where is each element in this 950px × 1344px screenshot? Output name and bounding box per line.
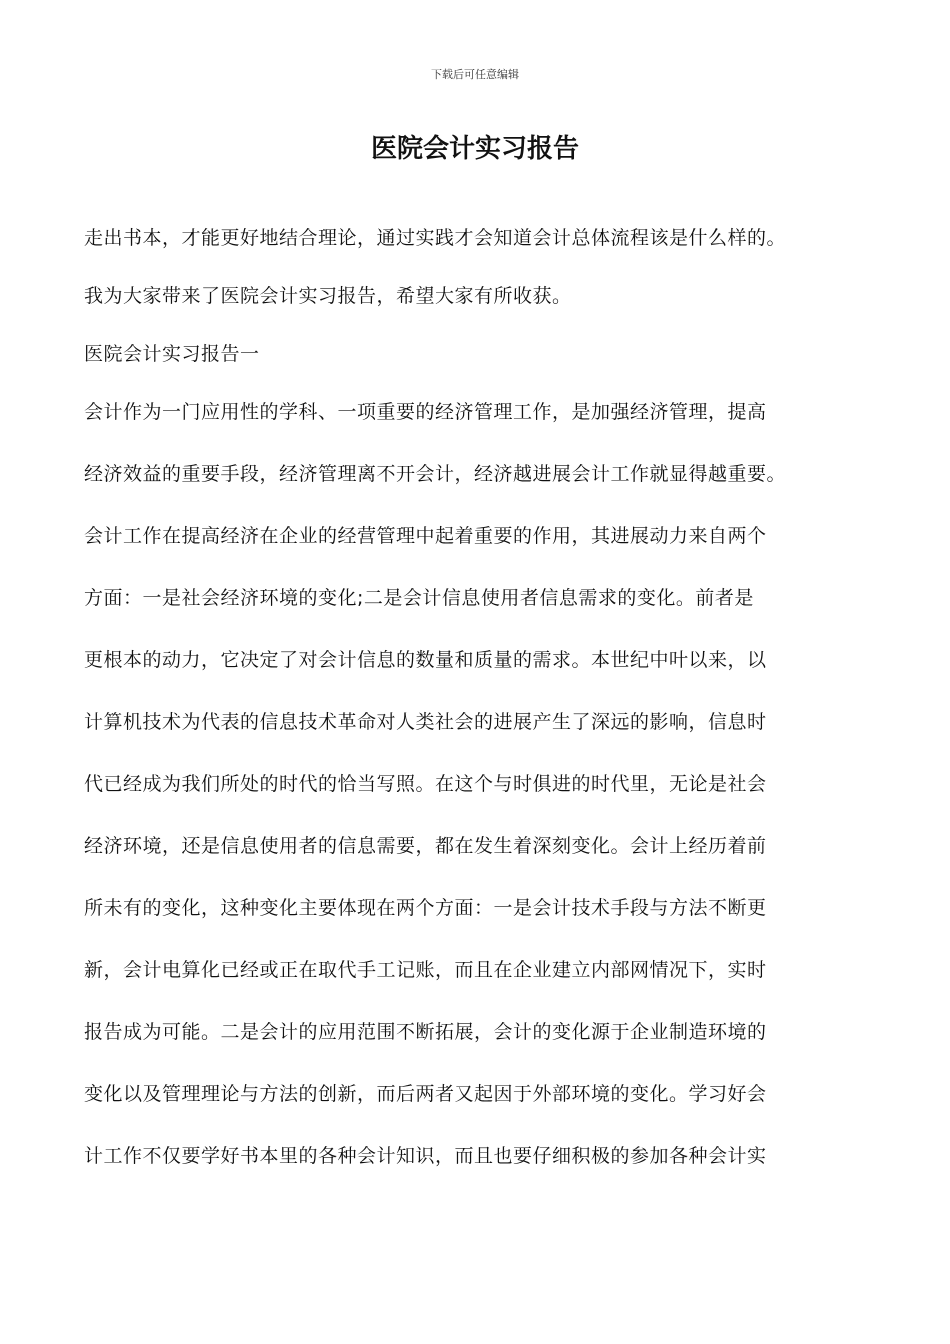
body-line: 经济效益的重要手段，经济管理离不开会计，经济越进展会计工作就显得越重要。 [84, 463, 787, 485]
body-line: 变化以及管理理论与方法的创新，而后两者又起因于外部环境的变化。学习好会 [84, 1083, 767, 1105]
section-heading: 医院会计实习报告一 [84, 343, 260, 365]
body-line: 更根本的动力，它决定了对会计信息的数量和质量的需求。本世纪中叶以来，以 [84, 649, 767, 671]
header-note: 下载后可任意编辑 [431, 68, 519, 81]
body-line: 报告成为可能。二是会计的应用范围不断拓展，会计的变化源于企业制造环境的 [84, 1021, 767, 1043]
body-line: 会计作为一门应用性的学科、一项重要的经济管理工作，是加强经济管理，提高 [84, 401, 767, 423]
body-line: 所未有的变化，这种变化主要体现在两个方面：一是会计技术手段与方法不断更 [84, 897, 767, 919]
body-line: 会计工作在提高经济在企业的经营管理中起着重要的作用，其进展动力来自两个 [84, 525, 767, 547]
body-line: 新，会计电算化已经或正在取代手工记账，而且在企业建立内部网情况下，实时 [84, 959, 767, 981]
body-line: 经济环境，还是信息使用者的信息需要，都在发生着深刻变化。会计上经历着前 [84, 835, 767, 857]
document-title: 医院会计实习报告 [370, 134, 579, 164]
body-line: 计工作不仅要学好书本里的各种会计知识，而且也要仔细积极的参加各种会计实 [84, 1145, 767, 1167]
body-line: 我为大家带来了医院会计实习报告，希望大家有所收获。 [84, 285, 572, 307]
document-body [84, 220, 874, 1200]
body-line: 代已经成为我们所处的时代的恰当写照。在这个与时俱进的时代里，无论是社会 [84, 773, 767, 795]
body-line: 计算机技术为代表的信息技术革命对人类社会的进展产生了深远的影响，信息时 [84, 711, 767, 733]
body-line: 走出书本，才能更好地结合理论，通过实践才会知道会计总体流程该是什么样的。 [84, 227, 787, 249]
body-line: 方面：一是社会经济环境的变化;二是会计信息使用者信息需求的变化。前者是 [84, 587, 754, 609]
